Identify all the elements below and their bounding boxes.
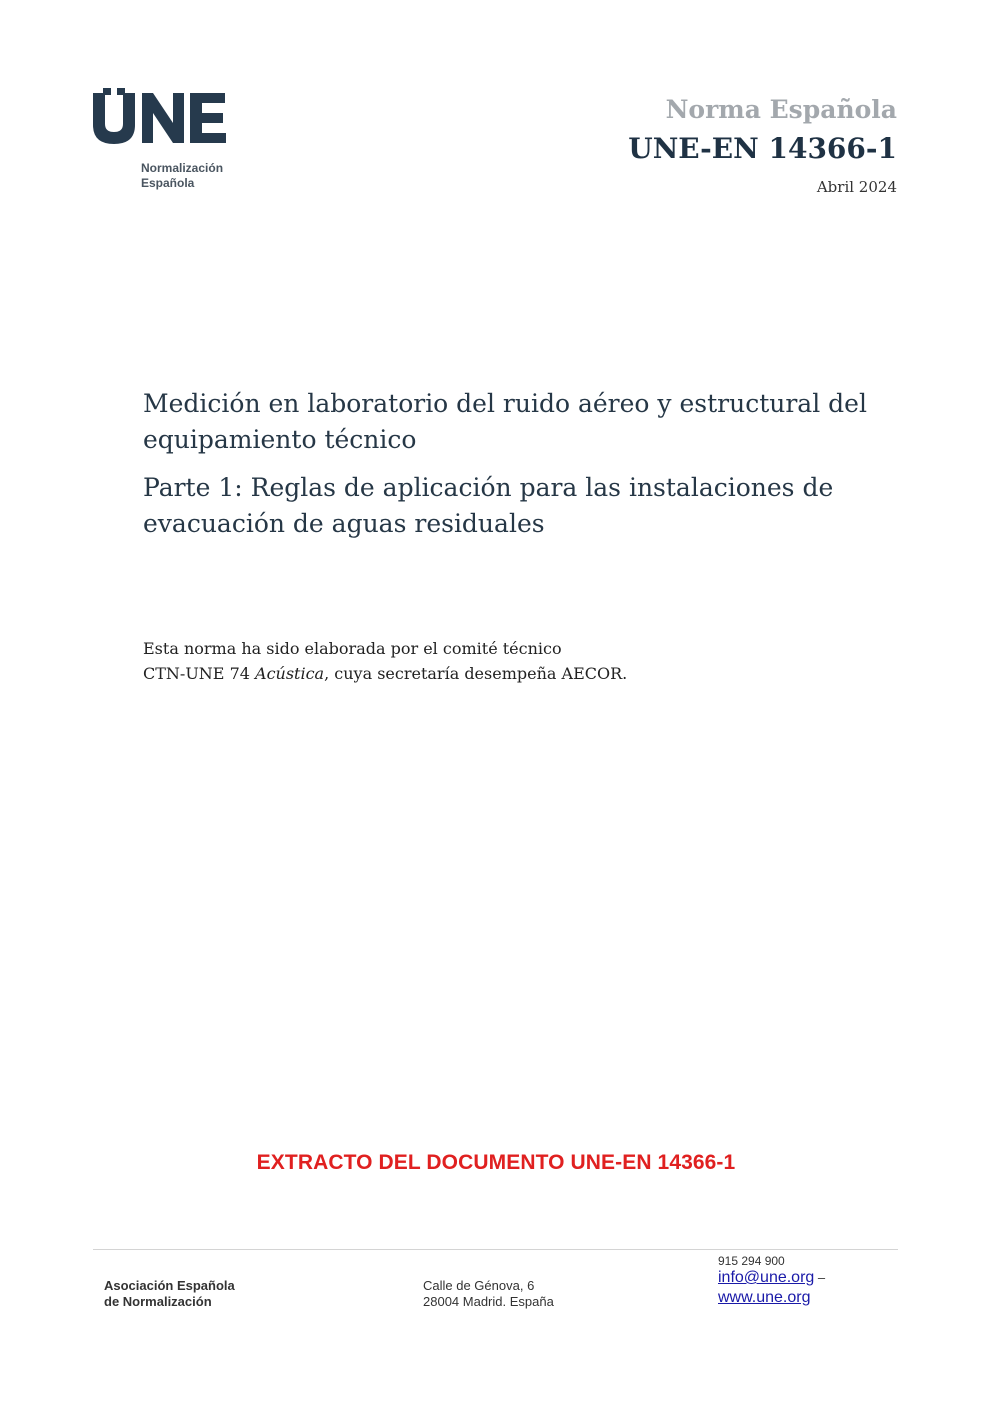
norma-code: UNE-EN 14366-1 <box>628 132 897 165</box>
committee-code: CTN-UNE 74 <box>143 664 256 683</box>
extract-notice: EXTRACTO DEL DOCUMENTO UNE-EN 14366-1 <box>256 1151 736 1174</box>
footer-org-line1: Asociación Española <box>104 1278 235 1293</box>
norma-date: Abril 2024 <box>816 178 897 196</box>
document-title: Medición en laboratorio del ruido aéreo y estructural del equipamiento técnico <box>143 389 867 454</box>
committee-line1: Esta norma ha sido elaborada por el comité técnico <box>143 639 562 658</box>
email-link[interactable]: info@une.org <box>718 1269 815 1286</box>
footer-phone: 915 294 900 <box>718 1254 785 1268</box>
committee-secretariat: , cuya secretaría desempeña AECOR. <box>324 664 628 683</box>
norma-label: Norma Española <box>665 95 897 124</box>
footer-address-line2: 28004 Madrid. España <box>423 1294 554 1309</box>
document-subtitle: Parte 1: Reglas de aplicación para las instalaciones de evacuación de aguas residuales <box>143 473 834 538</box>
footer-address <box>423 1278 554 1310</box>
logo-subtitle-line2: Española <box>141 176 195 190</box>
footer-address-line1: Calle de Génova, 6 <box>423 1278 535 1293</box>
une-logo-mark <box>93 88 228 148</box>
committee-name: Acústica <box>255 664 325 683</box>
logo-subtitle-line1: Normalización <box>141 161 224 175</box>
logo-subtitle <box>141 161 261 191</box>
footer-contact <box>718 1254 825 1308</box>
footer-divider <box>93 1249 898 1250</box>
document-title-block <box>143 386 903 542</box>
website-link[interactable]: www.une.org <box>718 1289 811 1306</box>
committee-line2 <box>143 661 843 686</box>
committee-statement <box>143 636 843 686</box>
contact-separator: – <box>814 1270 826 1285</box>
footer-org-line2: de Normalización <box>104 1294 212 1309</box>
footer-organization <box>104 1278 235 1310</box>
